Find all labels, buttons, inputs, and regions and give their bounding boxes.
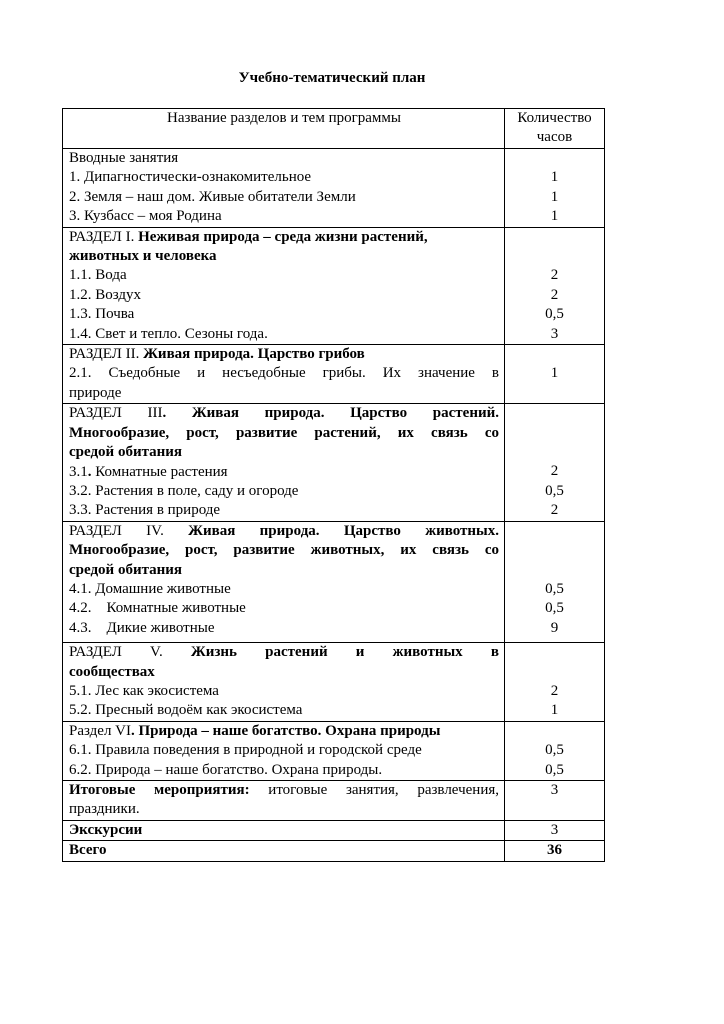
hours-value: 3 (550, 782, 559, 798)
hours-value: 0,5 (545, 482, 564, 499)
intro-item: 2. Земля – наш дом. Живые обитатели Земли (69, 188, 356, 205)
table-row (63, 721, 605, 780)
section5-hours (505, 643, 605, 722)
table-row (63, 820, 605, 840)
section3-item: 3.2. Растения в поле, саду и огороде (69, 482, 299, 499)
final-line (69, 781, 499, 800)
section1-item: 1.2. Воздух (69, 286, 142, 303)
section2-hours (505, 345, 605, 404)
hours-value: 0,5 (545, 600, 564, 617)
header-hours-line1: Количество (517, 110, 592, 126)
section4-heading-end (69, 561, 499, 580)
hours-value: 0,5 (545, 306, 564, 323)
section3-heading (69, 404, 499, 423)
hours-value: 1 (550, 702, 559, 719)
section4-prefix: РАЗДЕЛ IV. (69, 522, 189, 539)
section2-prefix: РАЗДЕЛ II. (69, 346, 144, 363)
hours-value: 1 (550, 208, 559, 225)
plan-table (62, 108, 605, 862)
header-col-topics (63, 109, 505, 149)
section3-prefix: РАЗДЕЛ III (69, 405, 163, 422)
section5-heading-cont (69, 663, 499, 682)
section2-heading (69, 345, 499, 364)
section4-title: Живая природа. Царство животных. (188, 522, 499, 539)
hours-value: 2 (550, 463, 559, 480)
section4-title-cont: Многообразие, рост, развитие животных, их связь со (69, 542, 499, 559)
section3-heading-cont (69, 424, 499, 443)
section1-heading (69, 228, 499, 247)
section3-title-cont: Многообразие, рост, развитие растений, их связь со (69, 424, 499, 441)
header-col-hours (505, 109, 605, 149)
section5-item: 5.2. Пресный водоём как экосистема (69, 702, 303, 719)
section3-item1-dot: . (87, 463, 92, 480)
table-row (63, 841, 605, 861)
total-label: Всего (69, 842, 107, 859)
section5-prefix: РАЗДЕЛ V. (69, 644, 191, 661)
section6-topics (63, 721, 505, 780)
section1-prefix: РАЗДЕЛ I. (69, 228, 139, 245)
section6-item: 6.1. Правила поведения в природной и городской среде (69, 742, 422, 759)
hours-value: 1 (550, 365, 559, 382)
final-text: итоговые занятия, развлечения, (249, 782, 499, 798)
section5-topics (63, 643, 505, 722)
section1-topics (63, 227, 505, 344)
section1-title: Неживая природа – среда жизни растений, (138, 228, 428, 245)
total-hours (505, 841, 605, 861)
section3-hours (505, 404, 605, 521)
excursions-label: Экскурсии (69, 821, 143, 838)
section4-item: 4.1. Домашние животные (69, 580, 231, 597)
section3-topics (63, 404, 505, 521)
section5-title: Жизнь растений и животных в (190, 644, 499, 661)
table-row (63, 345, 605, 404)
section3-title-end: средой обитания (69, 444, 183, 461)
section1-item: 1.4. Свет и тепло. Сезоны года. (69, 325, 268, 342)
header-hours-line2: часов (536, 129, 573, 146)
section4-heading (69, 522, 499, 541)
section6-heading (69, 722, 499, 741)
final-label: Итоговые мероприятия: (69, 782, 250, 798)
hours-value: 2 (550, 286, 559, 303)
section2-title: Живая природа. Царство грибов (143, 346, 365, 363)
table-row (63, 404, 605, 521)
intro-hours (505, 149, 605, 228)
section4-item: 4.3. Дикие животные (69, 619, 215, 636)
section3-heading-end (69, 443, 499, 462)
final-line-cont: праздники. (69, 801, 140, 818)
hours-value: 2 (550, 502, 559, 519)
table-header-row (63, 109, 605, 149)
section4-item: 4.2. Комнатные животные (69, 600, 246, 617)
hours-value: 2 (550, 267, 559, 284)
hours-value: 0,5 (545, 761, 564, 778)
page-title: Учебно-тематический план (238, 70, 426, 86)
hours-value: 1 (550, 188, 559, 205)
hours-value: 1 (550, 169, 559, 186)
section6-hours (505, 721, 605, 780)
section3-item1-text: Комнатные растения (91, 463, 228, 480)
excursions-topic (63, 820, 505, 840)
excursions-hours (505, 820, 605, 840)
section4-title-end: средой обитания (69, 561, 183, 578)
section4-hours (505, 521, 605, 642)
section2-item-cont: природе (69, 384, 122, 401)
hours-value: 9 (550, 619, 559, 636)
section3-title: . Живая природа. Царство растений. (162, 405, 499, 422)
hours-value: 2 (550, 682, 559, 699)
section5-title-cont: сообществах (69, 663, 155, 680)
section1-title-cont: животных и человека (69, 248, 217, 265)
section4-topics (63, 521, 505, 642)
section4-heading-cont (69, 541, 499, 560)
section6-title: . Природа – наше богатство. Охрана природы (131, 722, 441, 739)
section2-topics (63, 345, 505, 404)
table-row (63, 227, 605, 344)
intro-item: 1. Дипагностически-ознакомительное (69, 169, 312, 186)
section3-item (69, 463, 499, 482)
intro-heading: Вводные занятия (69, 150, 179, 166)
section2-item: 2.1. Съедобные и несъедобные грибы. Их значение в (69, 365, 499, 382)
total-value: 36 (547, 842, 562, 859)
section5-item: 5.1. Лес как экосистема (69, 682, 219, 699)
section1-item: 1.1. Вода (69, 267, 127, 284)
hours-value: 0,5 (545, 580, 564, 597)
section6-prefix: Раздел VI (69, 722, 132, 739)
section1-heading-cont (69, 247, 499, 266)
intro-item: 3. Кузбасс – моя Родина (69, 208, 222, 225)
table-row (63, 149, 605, 228)
final-hours (505, 781, 605, 821)
section3-item1-num: 3.1 (69, 463, 88, 480)
section1-hours (505, 227, 605, 344)
table-row (63, 781, 605, 821)
section3-item: 3.3. Растения в природе (69, 502, 221, 519)
hours-value: 3 (550, 325, 559, 342)
table-row (63, 643, 605, 722)
hours-value: 0,5 (545, 742, 564, 759)
header-topics-label: Название разделов и тем программы (167, 110, 401, 126)
hours-value: 3 (550, 821, 559, 838)
final-topics (63, 781, 505, 821)
total-topic (63, 841, 505, 861)
section5-heading (69, 643, 499, 662)
intro-topics (63, 149, 505, 228)
section6-item: 6.2. Природа – наше богатство. Охрана природы. (69, 761, 383, 778)
table-row (63, 521, 605, 642)
section1-item: 1.3. Почва (69, 306, 135, 323)
